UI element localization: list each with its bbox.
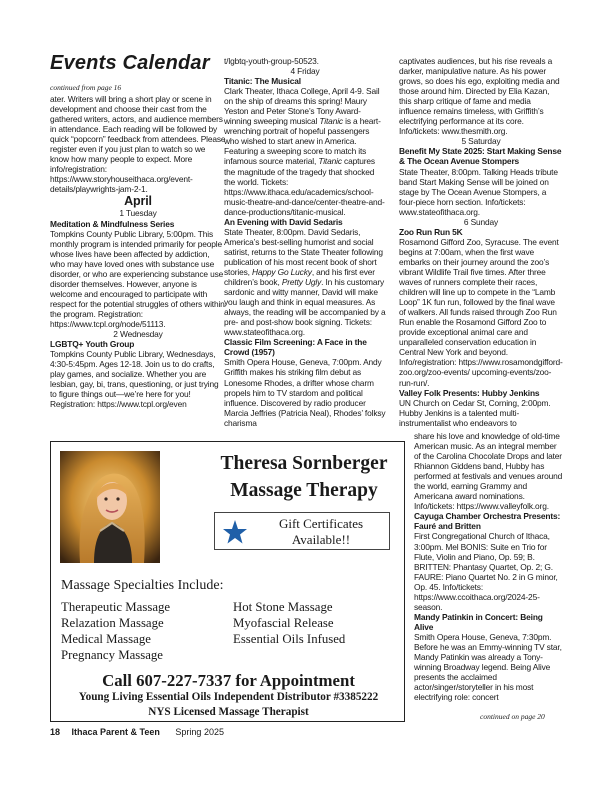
massage-therapy-ad — [50, 441, 405, 722]
event-body-italic: Happy Go Lucky — [251, 266, 312, 277]
ad-name-line: Theresa Sornberger — [220, 453, 388, 474]
gift-line: Available!! — [291, 532, 351, 547]
column-2 — [224, 56, 386, 428]
distributor-line: Young Living Essential Oils Independent Distributor #3385222 — [78, 691, 379, 703]
event-title: Cayuga Chamber Orchestra Presents: Fauré and Britten — [414, 511, 561, 532]
therapist-name — [199, 450, 409, 504]
therapist-photo — [60, 451, 160, 563]
star-icon — [222, 519, 248, 545]
specialties-list-right — [233, 599, 345, 647]
event-title: Valley Folk Presents: Hubby Jenkins — [399, 387, 540, 398]
event-body — [224, 227, 386, 338]
day-heading: 1 Tuesday — [119, 208, 157, 219]
day-heading: 6 Sunday — [463, 216, 499, 227]
event-body-text: . In his customary sardonic and witty manner, David will make you laugh and think in equal measures. As always, the reading will be accompanied by a pre- and post-show book signing. Tickets: www.stateofithaca.org. — [224, 277, 386, 338]
column-1 — [50, 94, 226, 409]
event-body: State Theater, 8:00pm. Talking Heads tribute band Start Making Sense will be joined on stage by The Ocean Avenue Stompers, a four-piece horn section. Info/tickets: www.stateofithaca.org. — [399, 166, 558, 217]
issue-label: Spring 2025 — [175, 727, 224, 737]
day-heading: 5 Saturday — [461, 136, 501, 147]
day-heading: 2 Wednesday — [113, 329, 163, 340]
continued-text: captivates audiences, but his rise reveals a darker, manipulative nature. As his power grows, so does his ego, exploiting media and those around him. Directed by Elia Kazan, this sharp critique of fame and media influence remains timeless, with Griffith’s electrifying performance at its core. Info/tickets: www.thesmith.org. — [399, 56, 560, 137]
event-title: An Evening with David Sedaris — [224, 216, 343, 227]
event-body-text: Clark Theater, Ithaca College, April 4-9. Sail on the ship of dreams this spring! Maury Yeston and Peter Stone’s Tony Award-winning sweeping musical — [224, 86, 380, 127]
therapist-portrait-image — [60, 451, 160, 563]
event-body-italic: Titanic — [318, 156, 342, 167]
events-calendar-header — [50, 52, 218, 92]
event-body-text: State Theater, 8:00pm. David Sedaris, America’s best-selling humorist and social satirist, returns to the State Theater following publication of his most recent book of short stories, — [224, 226, 383, 277]
event-body: First Congregational Church of Ithaca, 3:00pm. Mel BONIS: Suite en Trio for Flute, Violin and Piano, Op. 59; B. BRITTEN: Phantasy Quartet, Op. 2; G. FAURE: Piano Quartet No. 2 in G minor, Op. 45. Info/tickets: https://www.ccoithaca.org/2024-25-season. — [414, 531, 558, 612]
event-body-text: , and his first ever children’s book, — [224, 266, 375, 288]
specialty-item: Myofascial Release — [233, 616, 334, 631]
specialties-list-left — [61, 599, 170, 663]
specialty-item: Essential Oils Infused — [233, 632, 346, 647]
event-body-italic: Titanic — [319, 116, 343, 127]
event-body: UN Church on Cedar St, Corning, 2:00pm. Hubby Jenkins is a talented multi-instrumentalist who endeavors to — [399, 397, 551, 428]
event-title: Classic Film Screening: A Face in the Crowd (1957) — [224, 337, 367, 358]
continued-on-note: continued on page 20 — [480, 712, 545, 721]
event-body-text: is a heart-wrenching portrait of hopeful passengers who wished to start anew in America. Featuring a sweeping score to match its infamous source material, — [224, 116, 381, 167]
specialty-item: Relazation Massage — [61, 616, 164, 631]
page-title: Events Calendar — [50, 52, 210, 74]
event-body: Tompkins County Public Library, Wednesdays, 4:30-5:45pm. Ages 12-18. Join us to do crafts, play games, and socialize. Whether you are lesbian, gay, bi, trans, questioning, or just trying to figure things out—we’re here for you! Registration: https://www.tcpl.org/even — [50, 349, 219, 410]
event-body — [224, 86, 386, 217]
specialty-item: Hot Stone Massage — [233, 600, 333, 614]
specialties-heading: Massage Specialties Include: — [61, 578, 224, 593]
month-heading: April — [124, 194, 152, 209]
event-title: Benefit My State 2025: Start Making Sense & The Ocean Avenue Stompers — [399, 146, 562, 167]
gift-certificates-box — [214, 512, 390, 550]
specialty-item: Therapeutic Massage — [61, 600, 171, 614]
event-body: Smith Opera House, Geneva, 7:00pm. Andy Griffith makes his striking film debut as Lonesome Rhodes, a drifter whose charm propels him to TV stardom and political influence. Discovered by radio producer Marcia Jeffries (Patricia Neal), Rhodes’ folksy charisma — [224, 357, 386, 428]
column-3 — [399, 56, 563, 428]
event-title: Zoo Run Run 5K — [399, 226, 463, 237]
event-body-text: captures the magnitude of the tragedy that shocked the world. Tickets: https://www.ithaca.edu/academics/school-music-theatre-and-dance/center-theatre-and-dance-productions/titanic-musical. — [224, 156, 385, 217]
gift-certificates-text — [255, 516, 387, 548]
publication-name: Ithaca Parent & Teen — [71, 727, 160, 737]
event-title: Mandy Patinkin in Concert: Being Alive — [414, 611, 543, 632]
continued-text: t/lgbtq-youth-group-50523. — [224, 56, 319, 66]
license-line: NYS Licensed Massage Therapist — [148, 706, 309, 718]
event-body: Tompkins County Public Library, 5:00pm. This monthly program is intended primarily for people whose lives have been affected by addiction, who may have loved ones with substance use disorder, or who are experiencing substance use disorder themselves. However, anyone is welcome and encouraged to participate with respect for the potential struggles of others within the program. Registration: https://www.tcpl.org/node/51113. — [50, 228, 225, 329]
column-3-continued — [414, 431, 563, 702]
event-title: LGBTQ+ Youth Group — [50, 339, 135, 350]
event-body-italic: Pretty Ugly — [281, 277, 322, 288]
page-footer — [50, 727, 224, 737]
event-body: Rosamond Gifford Zoo, Syracuse. The event begins at 7:00am, when the first wave embarks on their journey around the zoo’s vibrant Wildlife Trail five times. After three waves of runners complete their races, children will line up to compete in the “Lamb Loop” 1K fun run, followed by the final wave of walkers. All funds raised through Zoo Run Run enable the Rosamond Gifford Zoo to provide exceptional animal care and unparalleled conservation education in Central New York and beyond. Info/registration: https://www.rosamondgifford-zoo.org/zoo-events/ upcoming-events/zoo-run-run/. — [399, 236, 563, 388]
ad-service-line: Massage Therapy — [230, 480, 378, 501]
event-body: share his love and knowledge of old-time American music. As an integral member of the Carolina Chocolate Drops and later Rhiannon Giddens band, Hubby has performed at festivals and venues around the world, earning Grammy and Americana award nominations. Info/tickets: https://www.valleyfolk.org. — [414, 431, 563, 512]
appointment-phone: Call 607-227-7337 for Appointment — [102, 671, 355, 690]
intro-text: ater. Writers will bring a short play or scene in development and choose their cast from the gathered writers, actors, and audience members in attendance. Each reading will be followed by quick “popcorn” feedback from attendees. Please register even if you just plan to watch so we know how many people to expect. More info/registration: https://www.storyhouseithaca.org/event-details/playwrights-jam-2-1. — [50, 94, 226, 195]
specialty-item: Medical Massage — [61, 632, 151, 647]
page-number: 18 — [50, 727, 61, 737]
event-title: Meditation & Mindfulness Series — [50, 218, 175, 229]
continued-from-note: continued from page 16 — [50, 83, 122, 92]
event-body: Smith Opera House, Geneva, 7:30pm. Before he was an Emmy-winning TV star, Mandy Patinkin was already a Tony-winning Broadway legend. Being Alive presents the acclaimed actor/singer/storyteller in his most electrifying role: concert — [414, 631, 562, 703]
specialty-item: Pregnancy Massage — [61, 648, 163, 663]
gift-line: Gift Certificates — [278, 516, 364, 531]
day-heading: 4 Friday — [290, 66, 320, 77]
event-title: Titanic: The Musical — [224, 76, 301, 87]
